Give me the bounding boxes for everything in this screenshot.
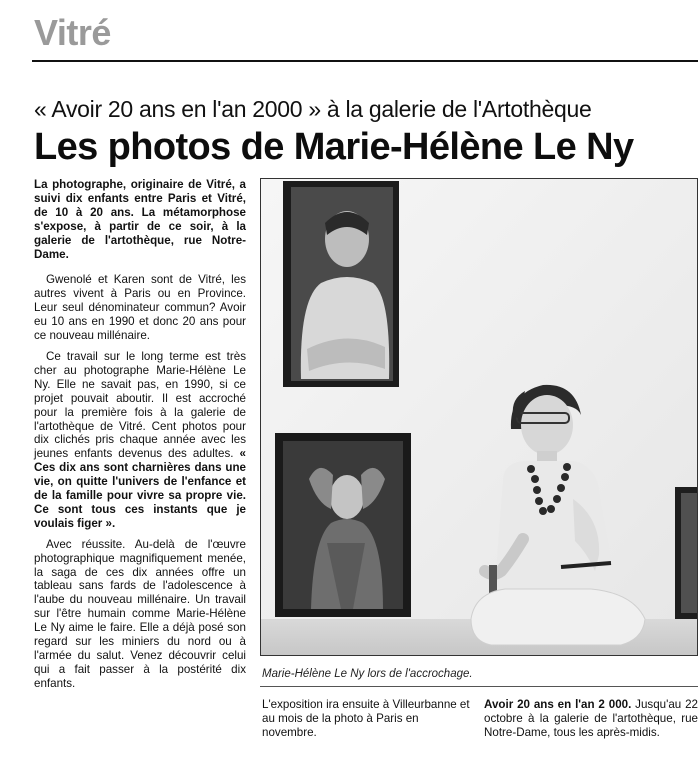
article-paragraph-1: Gwenolé et Karen sont de Vitré, les autres vivent à Paris ou en Province. Leur seul dénominateur commun? Avoir eu 10 ans en 1990 et donc 20 ans pour ce nouveau millénaire. [34, 273, 246, 343]
article-text-column [34, 178, 246, 698]
article-paragraph-3: Avec réussite. Au-delà de l'œuvre photographique magnifiquement menée, la saga de ces dix années offre un tableau sans fards de l'adolescence à l'aube du nouveau millénaire. Un travail sur l'être humain comme Marie-Hélène Le Ny aime le faire. Elle a déjà posé son regard sur les miniers du nord ou à l'armée du salut. Venez découvrir celui qui a fait passer à la postérité dix enfants. [34, 537, 246, 690]
top-rule [32, 60, 698, 62]
article-quote: « Ces dix ans sont charnières dans une vie, on quitte l'univers de l'enfance et de la famille pour vivre sa propre vie. Ce sont tous ces instants que je voulais figer ». [34, 447, 246, 530]
article-kicker: « Avoir 20 ans en l'an 2000 » à la galerie de l'Artothèque [34, 96, 592, 122]
caption-rule [260, 686, 698, 687]
exhibition-details: Jusqu'au 22 octobre à la galerie de l'artothèque, rue Notre-Dame, tous les après-midis. [484, 698, 698, 739]
footer-note-right-text [484, 698, 698, 740]
article-headline: Les photos de Marie-Hélène Le Ny [34, 126, 634, 168]
article-lead: La photographe, originaire de Vitré, a suivi dix enfants entre Paris et Vitré, de 10 à 20 ans. La métamorphose s'expose, à partir de ce soir, à la galerie de l'artothèque, rue Notre-Dame. [34, 178, 246, 261]
footer-note-left [262, 698, 470, 740]
photo-caption: Marie-Hélène Le Ny lors de l'accrochage. [262, 668, 473, 680]
section-title: Vitré [34, 12, 111, 53]
footer-note-left-text: L'exposition ira ensuite à Villeurbanne et au mois de la photo à Paris en novembre. [262, 698, 470, 739]
article-paragraph-2-text: Ce travail sur le long terme est très cher au photographe Marie-Hélène Le Ny. Elle ne savait pas, en 1990, si ce projet pouvait aboutir. Il est accroché pour la première fois à la galerie de l'artothèque de Vitré. Cent photos pour dix clichés pris chaque année avec les jeunes enfants devenus des adultes. [34, 349, 246, 461]
article-photo [260, 178, 698, 656]
framed-photo-1 [283, 181, 399, 387]
article-paragraph-2 [34, 350, 246, 531]
footer-note-right [484, 698, 698, 740]
framed-photo-2 [275, 433, 411, 617]
exhibition-title: Avoir 20 ans en l'an 2 000. [484, 698, 632, 711]
